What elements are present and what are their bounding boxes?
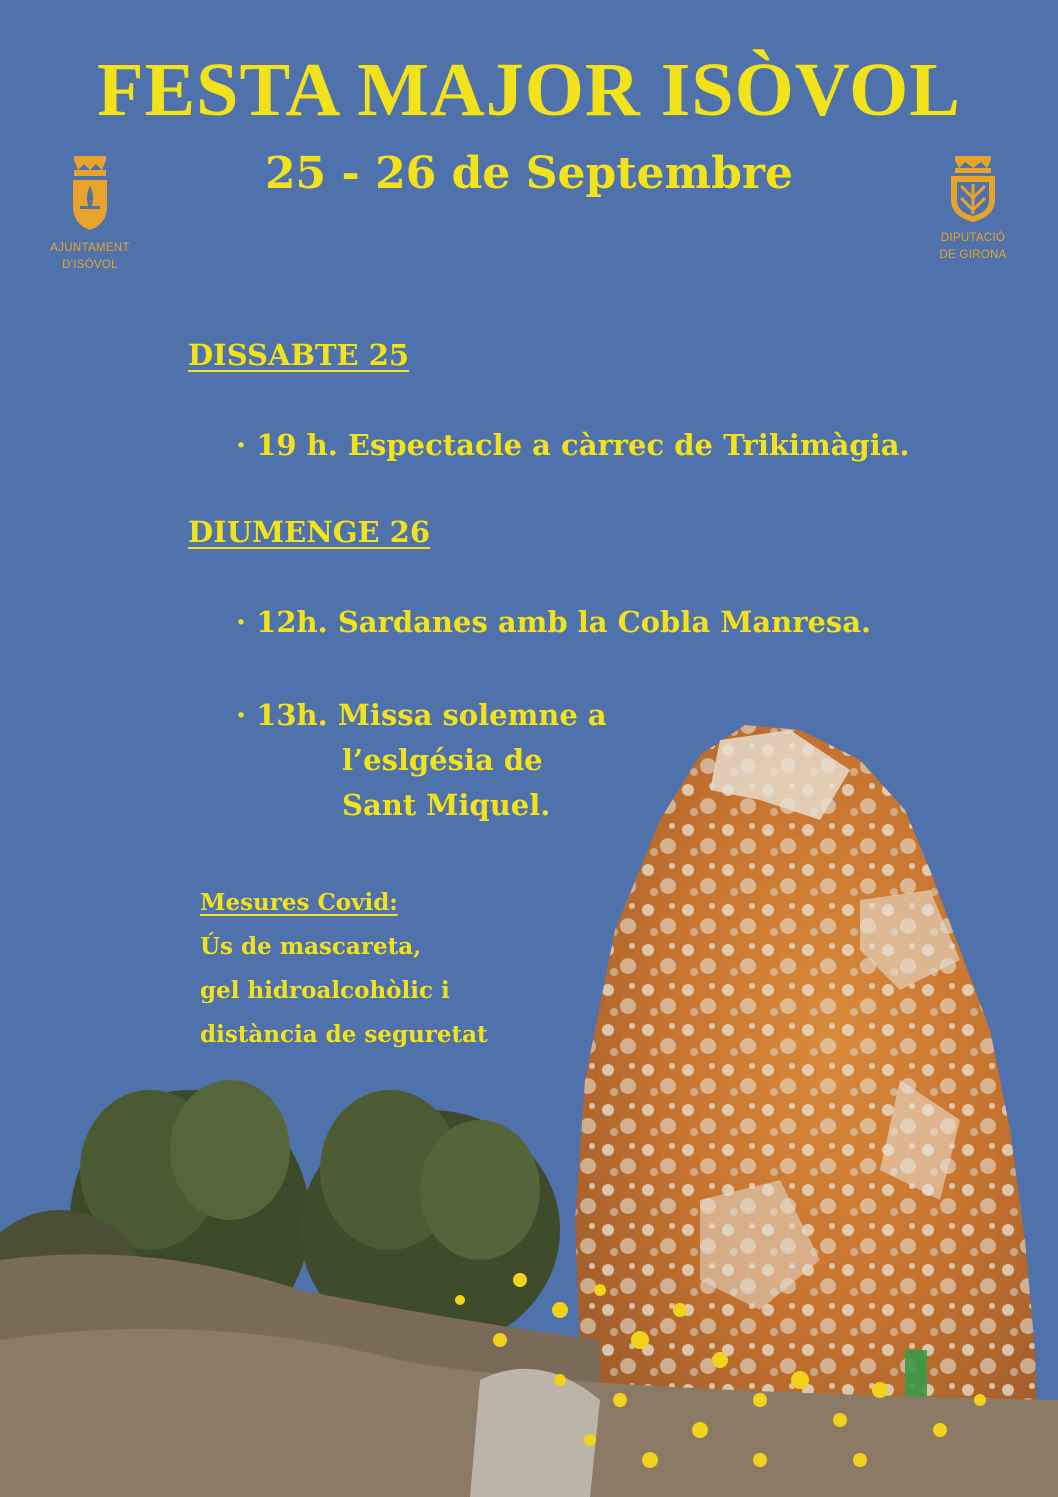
diputacio-line1: DIPUTACIÓ [940, 232, 1006, 244]
event-missa-line3: Sant Miquel. [342, 788, 551, 822]
crown-shield-coat-of-arms-icon [70, 154, 110, 234]
event-missa-line2: l’eslgésia de [342, 743, 543, 777]
ajuntament-line1: AJUNTAMENT [50, 242, 130, 254]
covid-heading: Mesures Covid: [200, 889, 398, 916]
diputacio-logo [918, 154, 1028, 263]
ajuntament-line2: D'ISÒVOL [62, 258, 118, 271]
covid-line2: gel hidroalcohòlic i [200, 977, 450, 1004]
covid-measures [200, 881, 488, 1057]
crown-shield-coat-of-arms-icon [945, 154, 1001, 224]
day-heading-diumenge: DIUMENGE 26 [188, 515, 431, 549]
covid-line1: Ús de mascareta, [200, 933, 422, 960]
covid-line3: distància de seguretat [200, 1021, 488, 1048]
event-trikimagia: · 19 h. Espectacle a càrrec de Trikimàgia. [236, 428, 910, 462]
diputacio-line2: DE GIRONA [939, 248, 1007, 261]
event-sardanes: · 12h. Sardanes amb la Cobla Manresa. [236, 605, 872, 639]
event-missa-line1: · 13h. Missa solemne a [236, 698, 607, 732]
ajuntament-logo [35, 154, 145, 273]
day-heading-dissabte: DISSABTE 25 [188, 338, 410, 372]
poster-subtitle: 25 - 26 de Septembre [264, 148, 794, 199]
poster-title: FESTA MAJOR ISÒVOL [97, 48, 961, 132]
event-missa [236, 693, 607, 828]
